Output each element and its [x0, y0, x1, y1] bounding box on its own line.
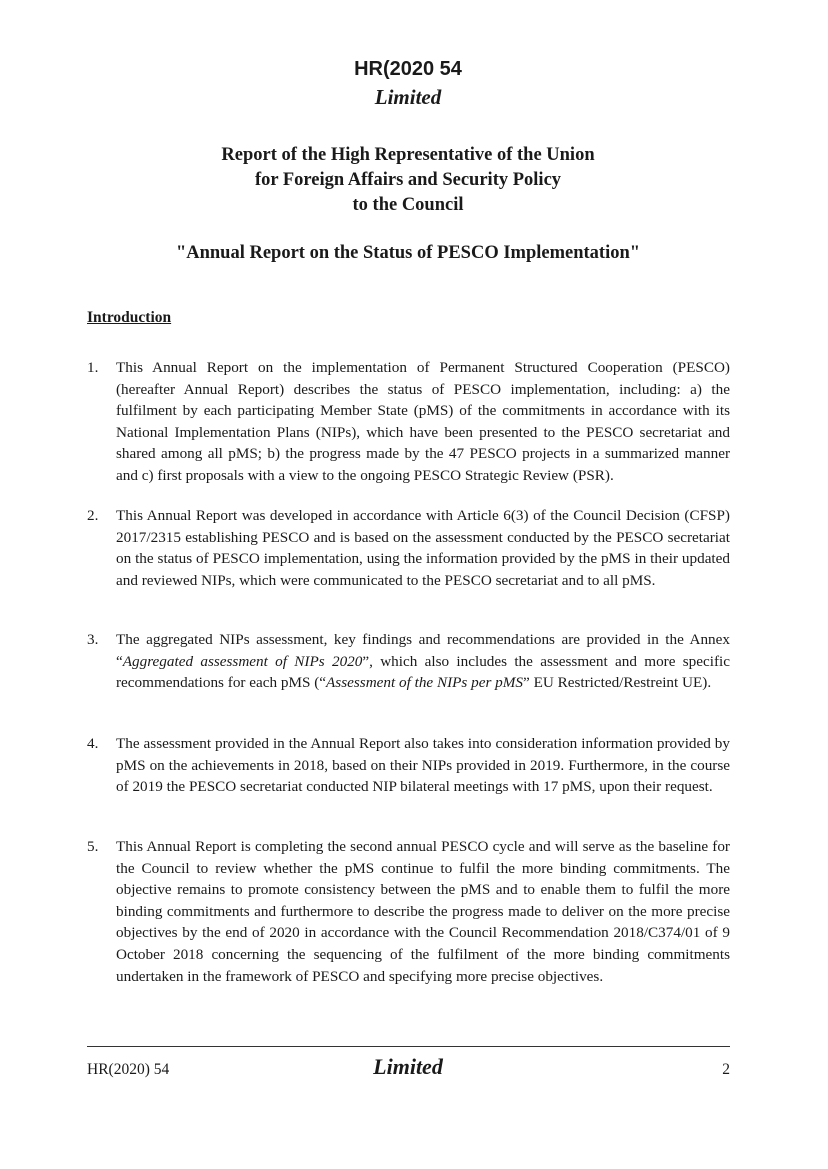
paragraph-text-segment: This Annual Report is completing the second annual PESCO cycle and will serve as the baseline for the Council to review whether the pMS continue to fulfil the more binding commitments. The objective remains to promote consistency between the pMS and to enable them to fulfil the more binding commitments and furthermore to describe the progress made to deliver on the more precise objectives by the end of 2020 in accordance with the Council Recommendation 2018/C374/01 of 9 October 2018 concerning the sequencing of the fulfilment of the more binding commitments undertaken in the framework of PESCO and specifying more precise objectives. [116, 838, 730, 985]
paragraph-number: 5. [87, 838, 99, 855]
paragraph-text [116, 357, 730, 487]
paragraph-text-segment: ” EU Restricted/Restreint UE). [523, 674, 712, 692]
page-number: 2 [722, 1061, 730, 1078]
paragraph-text-segment: This Annual Report was developed in accordance with Article 6(3) of the Council Decision (CFSP) 2017/2315 establishing PESCO and is based on the assessment conducted by the PESCO secretariat on the status of PESCO implementation, using the information provided by the pMS in their updated and reviewed NIPs, which were communicated to the PESCO secretariat and to all pMS. [116, 507, 730, 589]
paragraph-number: 1. [87, 359, 99, 376]
classification-marking: Limited [374, 85, 442, 109]
paragraph-text-italic: Aggregated assessment of NIPs 2020 [122, 652, 363, 670]
paragraph-text-italic: Assessment of the NIPs per pMS [326, 674, 524, 692]
report-title-line: to the Council [352, 195, 464, 215]
section-heading: Introduction [87, 309, 172, 326]
report-title-line: for Foreign Affairs and Security Policy [254, 170, 562, 190]
paragraph-number: 3. [87, 631, 99, 648]
paragraph [87, 357, 730, 487]
document-code: HR(2020 54 [354, 58, 462, 80]
paragraph-text [116, 629, 730, 694]
report-title [0, 143, 816, 218]
paragraph-number: 2. [87, 507, 99, 524]
paragraph [87, 733, 730, 798]
paragraph-text [116, 505, 730, 591]
paragraph-text-segment: This Annual Report on the implementation of Permanent Structured Cooperation (PESCO) (hereafter Annual Report) describes the status of PESCO implementation, including: a) the fulfilment by each participating Member State (pMS) of the commitments in accordance with its National Implementation Plans (NIPs), which have been presented to the PESCO secretariat and shared among all pMS; b) the progress made by the 47 PESCO projects in a summarized manner and c) first proposals with a view to the ongoing PESCO Strategic Review (PSR). [116, 359, 730, 484]
report-subtitle: "Annual Report on the Status of PESCO Implementation" [175, 243, 641, 263]
paragraph-number: 4. [87, 735, 99, 752]
paragraph-text-segment: The aggregated NIPs assessment, key findings and recommendations are provided in the Annex “ [116, 631, 730, 670]
paragraph [87, 505, 730, 591]
paragraph-text-segment: ”, which also includes the assessment and more specific recommendations for each pMS (“ [116, 652, 730, 692]
footer-classification: Limited [373, 1054, 443, 1079]
paragraph-text [116, 733, 730, 798]
footer-document-code: HR(2020) 54 [87, 1061, 170, 1078]
paragraph [87, 629, 730, 694]
report-title-line: Report of the High Representative of the Union [221, 145, 595, 165]
paragraph-text-segment: The assessment provided in the Annual Report also takes into consideration information provided by pMS on the achievements in 2018, based on their NIPs provided in 2019. Furthermore, in the course of 2019 the PESCO secretariat conducted NIP bilateral meetings with 17 pMS, upon their request. [116, 735, 730, 796]
paragraph-text [116, 836, 730, 987]
footer-divider [87, 1046, 730, 1047]
paragraph [87, 836, 730, 987]
